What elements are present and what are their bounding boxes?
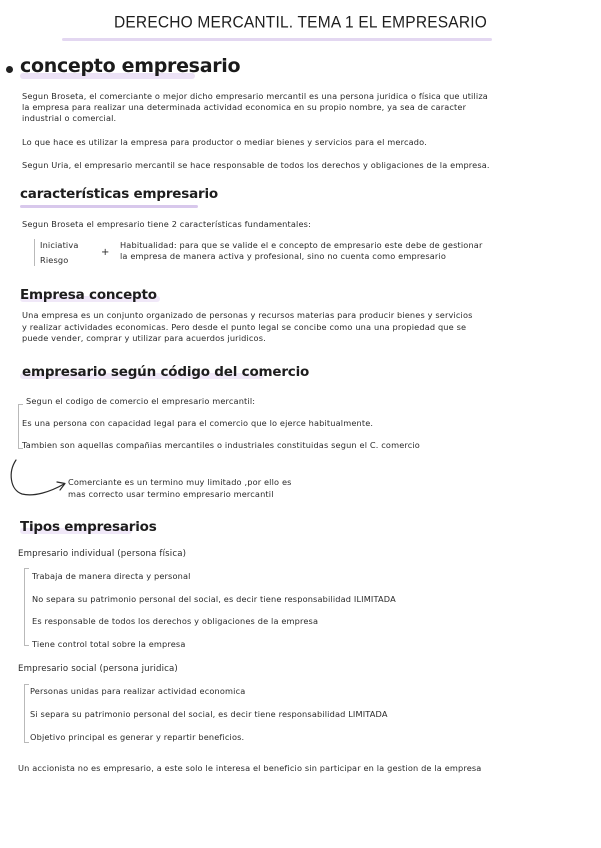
- curved-arrow-icon: [8, 458, 72, 500]
- heading-empresa: Empresa concepto: [20, 287, 157, 303]
- codigo-intro: Segun el codigo de comercio el empresario mercantil:: [26, 396, 256, 406]
- heading-tipos: Tipos empresarios: [20, 519, 157, 535]
- habitualidad-line: la empresa de manera activa y profesional, sino no cuenta como empresario: [120, 251, 447, 261]
- individual-item: Es responsable de todos los derechos y obligaciones de la empresa: [32, 616, 319, 626]
- bracket-tick: [24, 645, 29, 646]
- bullet-dot-icon: [6, 66, 13, 73]
- heading-underline: [20, 205, 198, 208]
- social-item: Personas unidas para realizar actividad economica: [30, 686, 246, 696]
- bracket-line: [18, 404, 19, 448]
- paragraph-line: Segun Broseta, el comerciante o mejor dicho empresario mercantil es una persona juridica o física que utiliza: [22, 91, 488, 101]
- social-item: Objetivo principal es generar y repartir beneficios.: [30, 732, 245, 742]
- codigo-item: Es una persona con capacidad legal para el comercio que lo ejerce habitualmente.: [22, 418, 374, 428]
- codigo-item: Tambien son aquellas compañias mercantiles o industriales constituidas segun el C. comercio: [22, 440, 420, 450]
- bracket-tick: [24, 684, 29, 685]
- individual-item: Trabaja de manera directa y personal: [32, 571, 191, 581]
- plus-sign: +: [101, 247, 110, 258]
- paragraph-line: Lo que hace es utilizar la empresa para productor o mediar bienes y servicios para el mercado.: [22, 137, 427, 147]
- note-line: Comerciante es un termino muy limitado ,por ello es: [68, 477, 292, 487]
- paragraph-line: Segun Uria, el empresario mercantil se hace responsable de todos los derechos y obligaciones de la empresa.: [22, 160, 490, 170]
- paragraph-line: Una empresa es un conjunto organizado de personas y recursos materias para producir bienes y servicios: [22, 310, 473, 320]
- bracket-line: [24, 684, 25, 742]
- paragraph-line: la empresa para realizar una determinada actividad economica en su propio nombre, ya sea de caracter: [22, 102, 467, 112]
- page-title: DERECHO MERCANTIL. TEMA 1 EL EMPRESARIO: [114, 13, 487, 32]
- bracket-tick: [24, 568, 29, 569]
- title-underline: [62, 38, 492, 41]
- heading-codigo: empresario según código del comercio: [22, 364, 310, 380]
- note-line: mas correcto usar termino empresario mercantil: [68, 489, 274, 499]
- caracteristica-item: Riesgo: [40, 255, 69, 265]
- individual-item: No separa su patrimonio personal del social, es decir tiene responsabilidad ILIMITADA: [32, 594, 396, 604]
- bracket-line: [34, 239, 35, 266]
- individual-label: Empresario individual (persona física): [18, 549, 187, 559]
- social-label: Empresario social (persona juridica): [18, 664, 178, 674]
- individual-item: Tiene control total sobre la empresa: [32, 639, 186, 649]
- caracteristicas-intro: Segun Broseta el empresario tiene 2 características fundamentales:: [22, 219, 311, 229]
- paragraph-line: y realizar actividades economicas. Pero desde el punto legal se concibe como una una propiedad que se: [22, 322, 467, 332]
- bracket-tick: [18, 404, 23, 405]
- bracket-line: [24, 568, 25, 645]
- heading-concepto: concepto empresario: [20, 55, 241, 77]
- habitualidad-line: Habitualidad: para que se valide el e concepto de empresario este debe de gestionar: [120, 240, 483, 250]
- closing-sentence: Un accionista no es empresario, a este solo le interesa el beneficio sin participar en la gestion de la empresa: [18, 763, 482, 773]
- paragraph-line: puede vender, comprar y utilizar para acuerdos juridicos.: [22, 333, 266, 343]
- caracteristica-item: Iniciativa: [40, 240, 79, 250]
- social-item: Si separa su patrimonio personal del social, es decir tiene responsabilidad LIMITADA: [30, 709, 388, 719]
- paragraph-line: industrial o comercial.: [22, 113, 117, 123]
- heading-caracteristicas: características empresario: [20, 186, 218, 202]
- bracket-tick: [24, 742, 29, 743]
